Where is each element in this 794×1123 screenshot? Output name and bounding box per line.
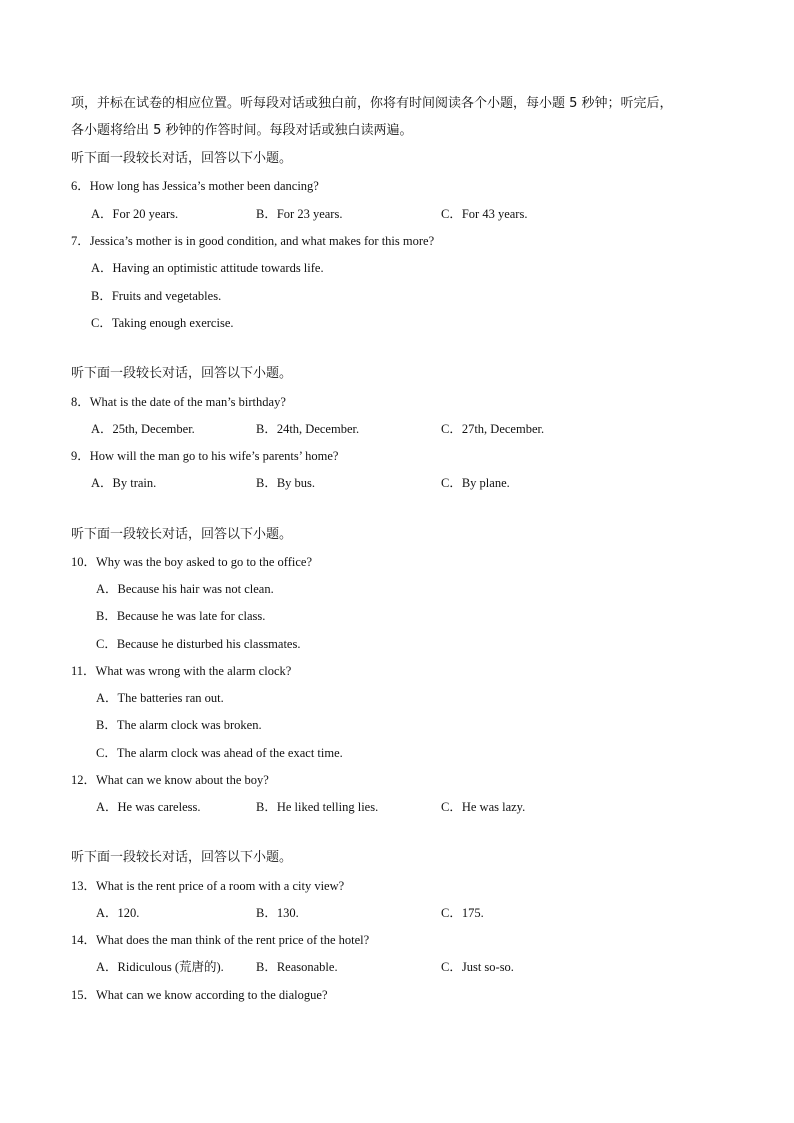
section-heading: 听下面一段较长对话，回答以下小题。 xyxy=(71,366,293,381)
q11-option-a: A．The batteries ran out. xyxy=(96,691,224,705)
question-15: 15．What can we know according to the dialogue? xyxy=(71,988,328,1002)
q10-option-b: B．Because he was late for class. xyxy=(96,609,266,623)
section-heading: 听下面一段较长对话，回答以下小题。 xyxy=(71,850,293,865)
q9-option-c: C．By plane. xyxy=(441,476,510,490)
q7-option-c: C．Taking enough exercise. xyxy=(91,316,234,330)
q11-option-c: C．The alarm clock was ahead of the exact time. xyxy=(96,746,343,760)
q6-option-a: A．For 20 years. xyxy=(91,207,179,221)
q12-option-c: C．He was lazy. xyxy=(441,800,526,814)
q14-option-c: C．Just so-so. xyxy=(441,960,514,974)
q14-option-a: A．Ridiculous (荒唐的). xyxy=(96,960,224,974)
intro-line-1: 项，并标在试卷的相应位置。听每段对话或独白前，你将有时间阅读各个小题，每小题 5 秒钟；听完后， xyxy=(71,96,673,111)
intro-line-2: 各小题将给出 5 秒钟的作答时间。每段对话或独白读两遍。 xyxy=(71,123,413,138)
question-8: 8．What is the date of the man’s birthday? xyxy=(71,395,286,409)
q14-option-b: B．Reasonable. xyxy=(256,960,338,974)
question-11: 11．What was wrong with the alarm clock? xyxy=(71,664,292,678)
q10-option-c: C．Because he disturbed his classmates. xyxy=(96,637,301,651)
q8-option-b: B．24th, December. xyxy=(256,422,360,436)
q9-option-a: A．By train. xyxy=(91,476,157,490)
q6-option-c: C．For 43 years. xyxy=(441,207,528,221)
question-13: 13．What is the rent price of a room with a city view? xyxy=(71,879,345,893)
q13-option-b: B．130. xyxy=(256,906,299,920)
q8-option-a: A．25th, December. xyxy=(91,422,195,436)
question-10: 10．Why was the boy asked to go to the office? xyxy=(71,555,313,569)
question-12: 12．What can we know about the boy? xyxy=(71,773,269,787)
q11-option-b: B．The alarm clock was broken. xyxy=(96,718,262,732)
q13-option-c: C．175. xyxy=(441,906,484,920)
q9-option-b: B．By bus. xyxy=(256,476,316,490)
q7-option-b: B．Fruits and vegetables. xyxy=(91,289,222,303)
q13-option-a: A．120. xyxy=(96,906,140,920)
section-heading: 听下面一段较长对话，回答以下小题。 xyxy=(71,527,293,542)
q12-option-a: A．He was careless. xyxy=(96,800,201,814)
q12-option-b: B．He liked telling lies. xyxy=(256,800,379,814)
q8-option-c: C．27th, December. xyxy=(441,422,545,436)
question-6: 6．How long has Jessica’s mother been dancing? xyxy=(71,179,319,193)
q10-option-a: A．Because his hair was not clean. xyxy=(96,582,274,596)
question-9: 9．How will the man go to his wife’s parents’ home? xyxy=(71,449,339,463)
question-7: 7．Jessica’s mother is in good condition, and what makes for this more? xyxy=(71,234,435,248)
q7-option-a: A．Having an optimistic attitude towards life. xyxy=(91,261,324,275)
question-14: 14．What does the man think of the rent price of the hotel? xyxy=(71,933,370,947)
q6-option-b: B．For 23 years. xyxy=(256,207,343,221)
section-heading: 听下面一段较长对话，回答以下小题。 xyxy=(71,151,293,166)
